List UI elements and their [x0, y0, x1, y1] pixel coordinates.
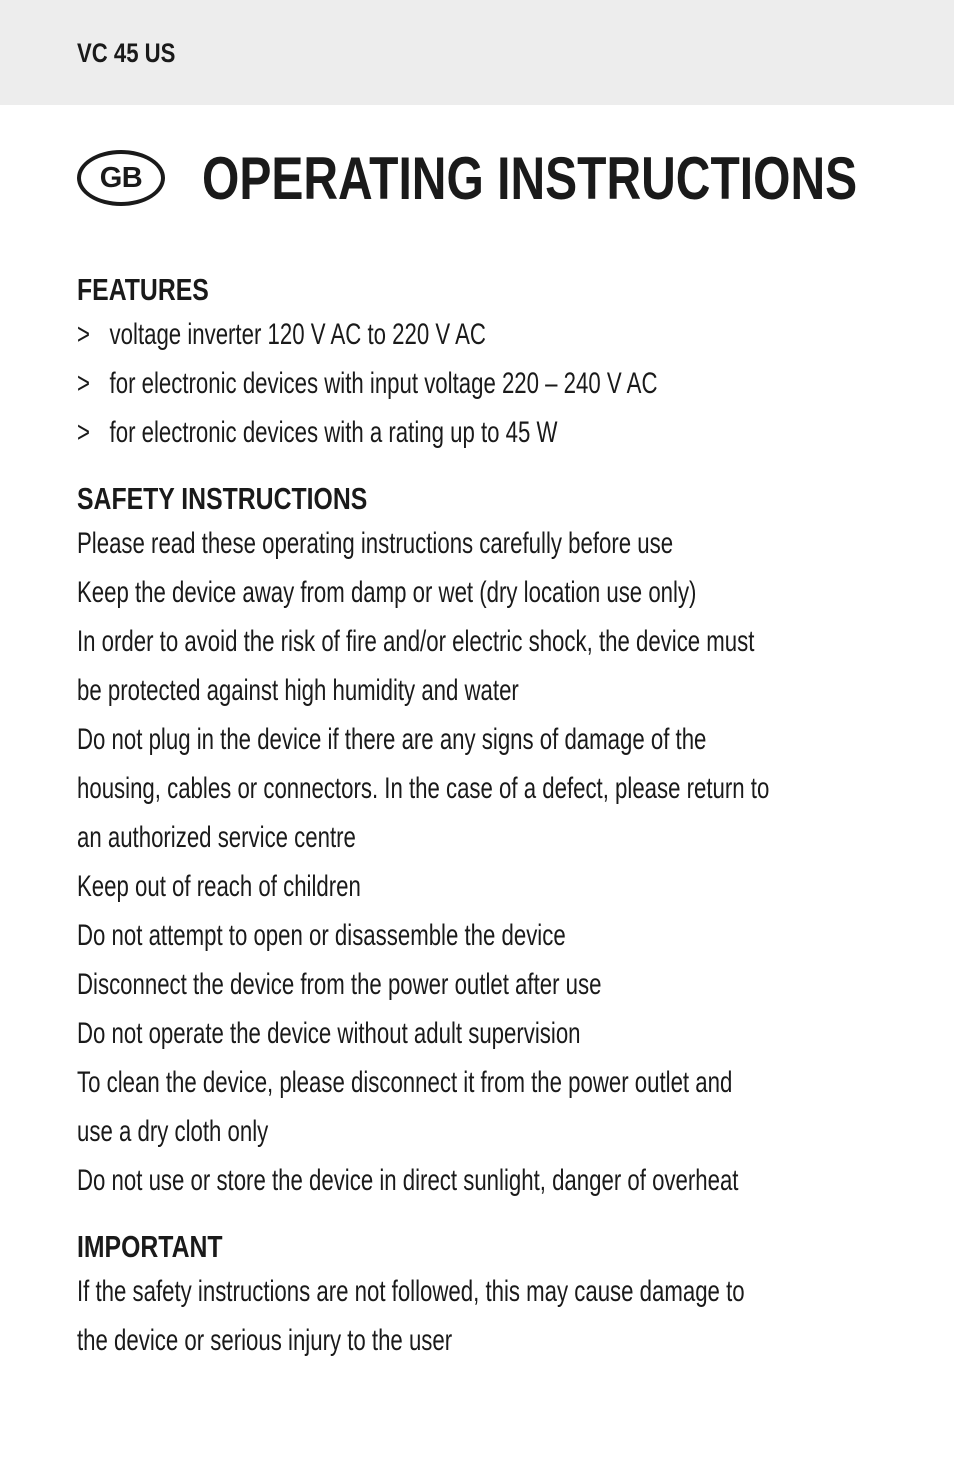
safety-heading: SAFETY INSTRUCTIONS	[77, 481, 368, 516]
feature-item: > for electronic devices with a rating up to 45 W	[77, 408, 780, 457]
safety-line: an authorized service centre	[77, 821, 356, 854]
safety-line: To clean the device, please disconnect it from the power outlet and	[77, 1066, 733, 1099]
features-heading: FEATURES	[77, 272, 209, 307]
safety-line: housing, cables or connectors. In the case of a defect, please return to	[77, 772, 770, 805]
safety-line: Please read these operating instructions carefully before use	[77, 527, 674, 560]
important-line: If the safety instructions are not followed, this may cause damage to	[77, 1275, 745, 1308]
feature-item: > voltage inverter 120 V AC to 220 V AC	[77, 310, 780, 359]
important-heading: IMPORTANT	[77, 1229, 223, 1264]
bullet-symbol: >	[77, 416, 90, 449]
safety-line: Disconnect the device from the power outlet after use	[77, 968, 602, 1001]
safety-line: In order to avoid the risk of fire and/or electric shock, the device must	[77, 625, 755, 658]
bullet-symbol: >	[77, 318, 90, 351]
safety-line: Do not use or store the device in direct sunlight, danger of overheat	[77, 1164, 739, 1197]
safety-line: Do not operate the device without adult supervision	[77, 1017, 581, 1050]
safety-line: Do not attempt to open or disassemble the device	[77, 919, 566, 952]
important-line: the device or serious injury to the user	[77, 1324, 453, 1357]
content	[77, 270, 954, 1365]
safety-line: be protected against high humidity and water	[77, 674, 519, 707]
safety-line: Keep out of reach of children	[77, 870, 361, 903]
safety-line: Keep the device away from damp or wet (dry location use only)	[77, 576, 697, 609]
model-number: VC 45 US	[77, 38, 176, 68]
bullet-symbol: >	[77, 367, 90, 400]
feature-item: > for electronic devices with input voltage 220 – 240 V AC	[77, 359, 780, 408]
page-title: OPERATING INSTRUCTIONS	[202, 145, 858, 212]
safety-line: Do not plug in the device if there are any signs of damage of the	[77, 723, 707, 756]
language-badge: GB	[77, 150, 165, 206]
safety-line: use a dry cloth only	[77, 1115, 269, 1148]
